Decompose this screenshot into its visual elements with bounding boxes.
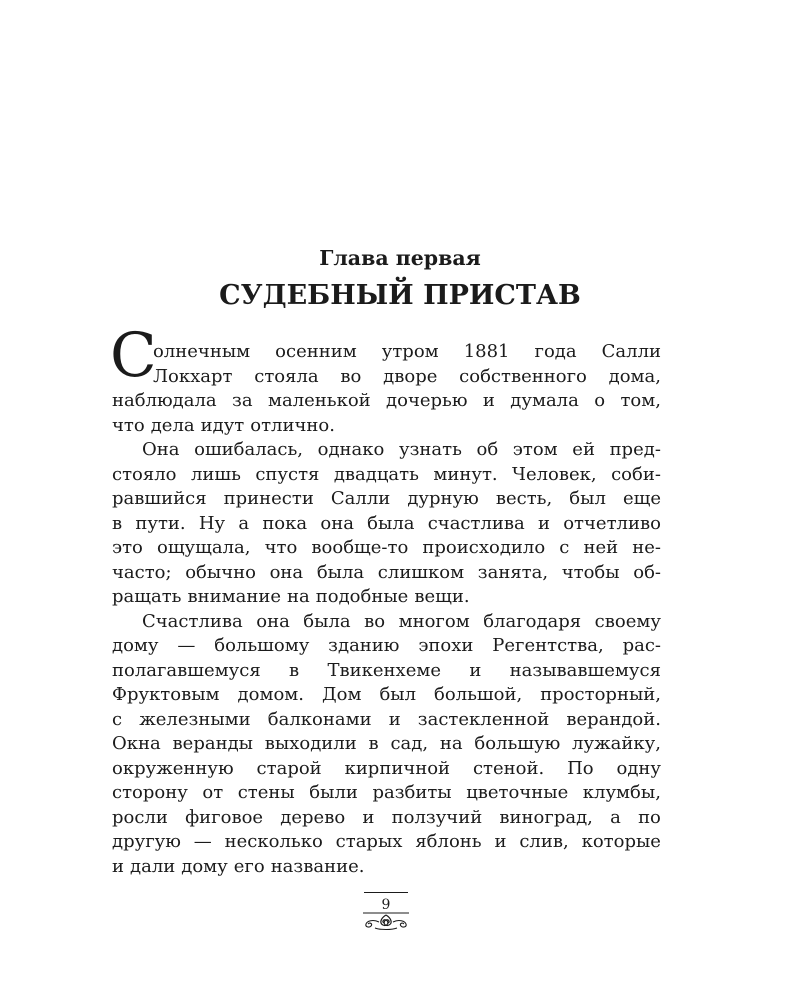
text-line: Окна веранды выходили в сад, на большую лужайку,: [112, 733, 661, 754]
text-line: другую — несколько старых яблонь и слив, которые: [112, 831, 661, 852]
chapter-title: СУДЕБНЫЙ ПРИСТАВ: [219, 280, 581, 311]
text-line: Локхарт стояла во дворе собственного дома,: [153, 365, 661, 387]
text-line: часто; обычно она была слишком занята, чтобы об-: [112, 561, 661, 583]
text-line: стояло лишь спустя двадцать минут. Человек, соби-: [112, 463, 661, 485]
text-line: росли фиговое дерево и ползучий виноград, а по: [112, 806, 661, 828]
chapter-label: Глава первая: [319, 246, 481, 270]
text-line: наблюдала за маленькой дочерью и думала о том,: [112, 390, 661, 411]
text-line: что дела идут отлично.: [112, 414, 335, 436]
page-number: 9: [381, 897, 391, 913]
page-number-rule: [364, 892, 408, 893]
text-line: Она ошибалась, однако узнать об этом ей пред-: [142, 439, 661, 460]
text-line: и дали дому его название.: [112, 855, 365, 877]
text-line: полагавшемуся в Твикенхеме и называвшемуся: [112, 659, 661, 681]
page-ornament-icon: [357, 909, 415, 933]
text-line: сторону от стены были разбиты цветочные клумбы,: [112, 782, 661, 803]
text-line: олнечным осенним утром 1881 года Салли: [153, 341, 661, 362]
text-line: ращать внимание на подобные вещи.: [112, 586, 470, 607]
text-line: окруженную старой кирпичной стеной. По одну: [112, 757, 661, 779]
text-line: дому — большому зданию эпохи Регентства, рас-: [112, 635, 661, 656]
text-line: в пути. Ну а пока она была счастлива и отчетливо: [112, 512, 661, 534]
text-line: с железными балконами и застекленной верандой.: [112, 708, 661, 730]
text-line: это ощущала, что вообще-то происходило с ней не-: [112, 537, 661, 558]
text-line: равшийся принести Салли дурную весть, был еще: [112, 488, 661, 509]
drop-cap: С: [110, 320, 157, 391]
text-line: Фруктовым домом. Дом был большой, просторный,: [112, 684, 661, 705]
text-line: Счастлива она была во многом благодаря своему: [142, 610, 661, 632]
